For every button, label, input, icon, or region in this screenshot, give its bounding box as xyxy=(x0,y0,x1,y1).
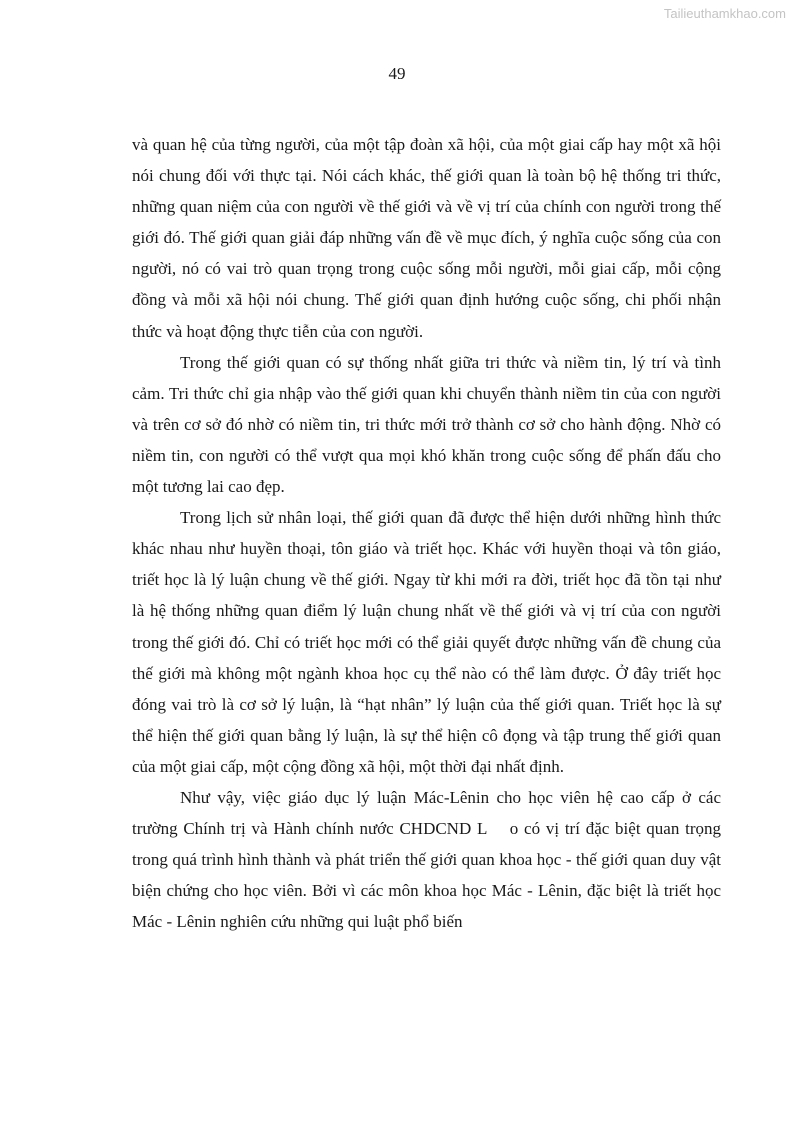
page-number: 49 xyxy=(388,64,406,83)
paragraph: Trong thế giới quan có sự thống nhất giữa tri thức và niềm tin, lý trí và tình cảm. Tri thức chỉ gia nhập vào thế giới quan khi chuyển thành niềm tin của con người và trên cơ sở đó nhờ có niềm tin, tri thức mới trở thành cơ sở cho hành động. Nhờ có niềm tin, con người có thể vượt qua mọi khó khăn trong cuộc sống để phấn đấu cho một tương lai cao đẹp. xyxy=(132,352,721,497)
paragraph: Như vậy, việc giáo dục lý luận Mác-Lênin cho học viên hệ cao cấp ở các trường Chính trị và Hành chính nước CHDCND L o có vị trí đặc biệt quan trọng trong quá trình hình thành và phát triển thế giới quan khoa học - thế giới quan duy vật biện chứng cho học viên. Bởi vì các môn khoa học Mác - Lênin, đặc biệt là triết học Mác - Lênin nghiên cứu những qui luật phổ biến xyxy=(132,787,726,932)
paragraph: Trong lịch sử nhân loại, thế giới quan đã được thể hiện dưới những hình thức khác nhau như huyền thoại, tôn giáo và triết học. Khác với huyền thoại và tôn giáo, triết học là lý luận chung về thế giới. Ngay từ khi mới ra đời, triết học đã tồn tại như là hệ thống những quan điểm lý luận chung nhất về thế giới và vị trí của con người trong thế giới đó. Chỉ có triết học mới có thể giải quyết được những vấn đề chung của thế giới mà không một ngành khoa học cụ thể nào có thể làm được. Ở đây triết học đóng vai trò là cơ sở lý luận, là “hạt nhân” lý luận của thế giới quan. Triết học là sự thể hiện thế giới quan bằng lý luận, là sự thể hiện cô đọng và tập trung thế giới quan của một giai cấp, một cộng đồng xã hội, một thời đại nhất định. xyxy=(132,508,721,776)
document-body xyxy=(132,129,726,937)
paragraph: và quan hệ của từng người, của một tập đoàn xã hội, của một giai cấp hay một xã hội nói chung đối với thực tại. Nói cách khác, thế giới quan là toàn bộ hệ thống tri thức, những quan niệm của con người về thế giới và về vị trí của chính con người trong thế giới đó. Thế giới quan giải đáp những vấn đề về mục đích, ý nghĩa cuộc sống của con người, nó có vai trò quan trọng trong cuộc sống mỗi người, mỗi giai cấp, mỗi cộng đồng và mỗi xã hội nói chung. Thế giới quan định hướng cuộc sống, chi phối nhận thức và hoạt động thực tiễn của con người. xyxy=(132,135,721,341)
watermark: Tailieuthamkhao.com xyxy=(663,6,786,21)
